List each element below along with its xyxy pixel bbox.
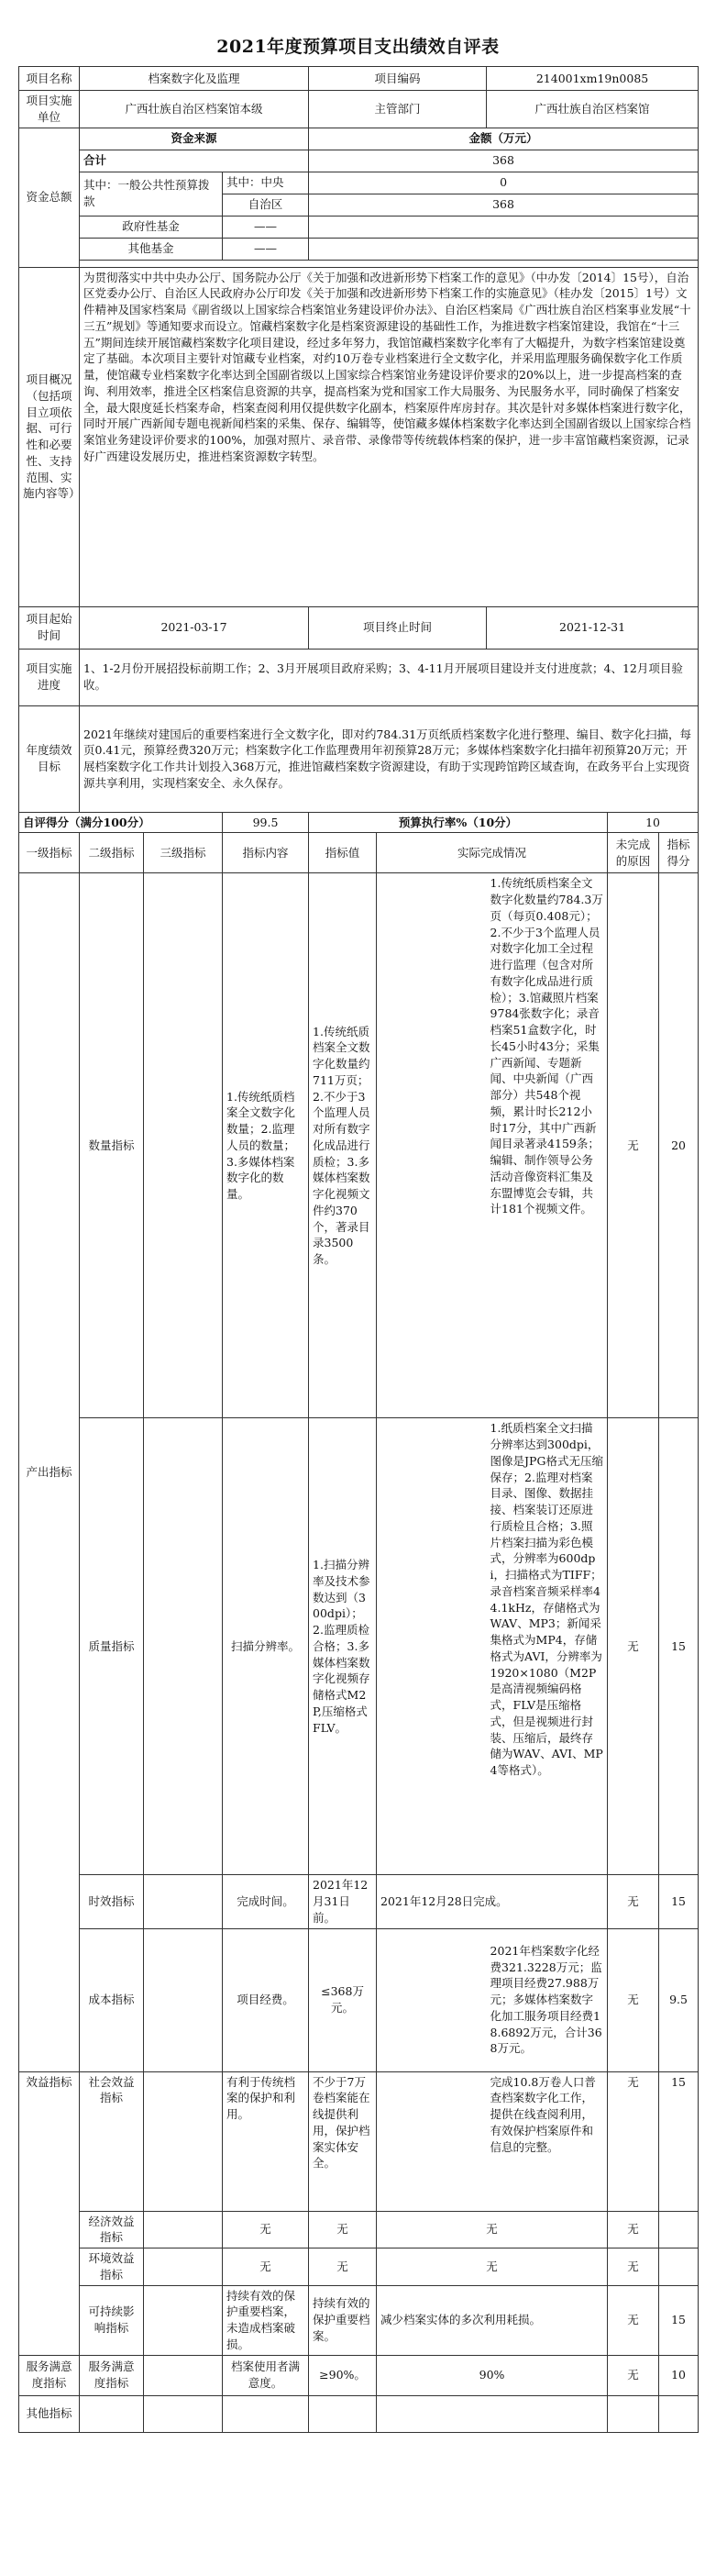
quality-label: 质量指标	[80, 1418, 144, 1875]
quantity-target: 1.传统纸质档案全文数字化数量约711万页；2.不少于3个监理人员对所有数字化成品进行质检；3.多媒体档案数字化视频文件约370个，著录目录3500条。	[309, 873, 377, 1418]
quantity-reason: 无	[608, 873, 659, 1418]
funds-gov-value: ——	[223, 216, 309, 238]
header-content: 指标内容	[223, 833, 309, 873]
overview-row	[19, 267, 699, 606]
project-code-label: 项目编码	[309, 67, 487, 91]
page-title: 2021年度预算项目支出绩效自评表	[216, 37, 500, 57]
funds-general-label: 其中：一般公共性预算拨款	[80, 172, 223, 216]
time-start: 2021-03-17	[80, 606, 309, 649]
exec-rate: 10	[608, 812, 699, 833]
indicator-row-environment	[19, 2248, 699, 2286]
quantity-level3	[144, 873, 223, 1418]
cost-label: 成本指标	[80, 1928, 144, 2071]
funds-other-value: ——	[223, 238, 309, 260]
funds-spacer-row	[19, 260, 699, 267]
project-code: 214001xm19n0085	[487, 67, 699, 91]
time-end-label: 项目终止时间	[309, 606, 487, 649]
social-label: 社会效益指标	[80, 2071, 144, 2211]
quantity-content: 1.传统纸质档案全文数字化数量；2.监理人员的数量；3.多媒体档案数字化的数量。	[223, 873, 309, 1418]
other-level2	[80, 2395, 144, 2432]
economic-content: 无	[223, 2211, 309, 2248]
funds-region-label: 自治区	[223, 194, 309, 216]
funds-spacer	[80, 260, 699, 267]
header-reason: 未完成的原因	[608, 833, 659, 873]
time-actual: 2021年12月28日完成。	[377, 1875, 608, 1928]
sustain-score: 15	[659, 2285, 699, 2355]
environment-label: 环境效益指标	[80, 2248, 144, 2286]
environment-level3	[144, 2248, 223, 2286]
project-name: 档案数字化及监理	[80, 67, 309, 91]
quality-content: 扫描分辨率。	[223, 1418, 309, 1875]
funds-header-row	[19, 128, 699, 150]
other-target	[309, 2395, 377, 2432]
economic-reason: 无	[608, 2211, 659, 2248]
quality-level3	[144, 1418, 223, 1875]
time-level3	[144, 1875, 223, 1928]
score-row	[19, 812, 699, 833]
goal-row	[19, 705, 699, 812]
satisfaction-indicator-label: 服务满意度指标	[19, 2355, 80, 2395]
time-reason: 无	[608, 1875, 659, 1928]
satisfaction-target: ≥90%。	[309, 2355, 377, 2395]
quantity-actual: 1.传统纸质档案全文数字化数量约784.3万页（每页0.408元）；2.不少于3个监理人员对数字化加工全过程进行监理（包含对所有数字化成品进行质检）；3.馆藏照片档案9784张数字化；录音档案51盒数字化，时长45小时43分；采集广西新闻、专题新闻、中央新闻（广西部分）共548个视频，累计时长212小时17分，其中广西新闻目录著录4159条；编辑、制作领导公务活动音像资料汇集及东盟博览会专辑，共计181个视频文件。	[487, 873, 608, 1418]
environment-target: 无	[309, 2248, 377, 2286]
header-level3: 三级指标	[144, 833, 223, 873]
project-unit: 广西壮族自治区档案馆本级	[80, 91, 309, 128]
goal-text: 2021年继续对建国后的重要档案进行全文数字化，即对约784.31万页纸质档案数字化进行整理、编目、数字化扫描，每页0.41元，预算经费320万元；档案数字化工作监理费用年初预算28万元；多媒体档案数字化扫描年初预算20万元；开展档案数字化工作共计划投入368万元，推进馆藏档案数字资源建设，有助于实现跨馆跨区域查询，在政务平台上实现资源共享利用，实现档案安全、永久保存。	[80, 705, 699, 812]
economic-label: 经济效益指标	[80, 2211, 144, 2248]
social-target: 不少于7万卷档案能在线提供利用，保护档案实体安全。	[309, 2071, 377, 2211]
progress-row	[19, 649, 699, 705]
header-score: 指标得分	[659, 833, 699, 873]
funds-amount-header: 金额（万元）	[309, 128, 699, 150]
time-end: 2021-12-31	[487, 606, 699, 649]
sustain-content: 持续有效的保护重要档案，未造成档案破损。	[223, 2285, 309, 2355]
sustain-level3	[144, 2285, 223, 2355]
output-indicator-label: 产出指标	[19, 873, 80, 2071]
benefit-indicator-label: 效益指标	[19, 2071, 80, 2355]
environment-score	[659, 2248, 699, 2286]
funds-total-row	[19, 150, 699, 172]
social-actual: 完成10.8万卷人口普查档案数字化工作，提供在线查阅利用，有效保护档案原件和信息的完整。	[487, 2071, 608, 2211]
social-content: 有利于传统档案的保护和利用。	[223, 2071, 309, 2211]
performance-table	[18, 66, 699, 2433]
cost-actual: 2021年档案数字化经费321.3228万元；监理项目经费27.988万元；多媒体档案数字化加工服务项目经费18.6892万元，合计368万元。	[487, 1928, 608, 2071]
satisfaction-label: 服务满意度指标	[80, 2355, 144, 2395]
quality-reason: 无	[608, 1418, 659, 1875]
cost-level3	[144, 1928, 223, 2071]
indicator-row-cost	[19, 1928, 699, 2071]
funds-other-blank	[309, 238, 699, 260]
header-actual: 实际完成情况	[377, 833, 608, 873]
other-score	[659, 2395, 699, 2432]
sustain-target: 持续有效的保护重要档案。	[309, 2285, 377, 2355]
other-actual	[377, 2395, 608, 2432]
quantity-actual-spacer	[377, 873, 487, 1418]
satisfaction-level3	[144, 2355, 223, 2395]
cost-target: ≤368万元。	[309, 1928, 377, 2071]
cost-reason: 无	[608, 1928, 659, 2071]
self-score-label: 自评得分（满分100分）	[19, 812, 223, 833]
quality-actual: 1.纸质档案全文扫描分辨率达到300dpi，图像是JPG格式无压缩保存；2.监理对档案目录、图像、数据挂接、档案装订还原进行质检且合格；3.照片档案扫描为彩色模式，分辨率为600dpi，扫描格式为TIFF；录音档案音频采样率44.1kHz，存储格式为WAV、MP3；新闻采集格式为MP4，存储格式为AVI，分辨率为1920×1080（M2P是高清视频编码格式，FLV是压缩格式，但是视频进行封装、压缩后，最终存储为WAV、AVI、MP4等格式）。	[487, 1418, 608, 1875]
environment-actual: 无	[377, 2248, 608, 2286]
time-target: 2021年12月31日前。	[309, 1875, 377, 1928]
project-name-label: 项目名称	[19, 67, 80, 91]
environment-reason: 无	[608, 2248, 659, 2286]
other-indicator-label: 其他指标	[19, 2395, 80, 2432]
other-reason	[608, 2395, 659, 2432]
progress-label: 项目实施进度	[19, 649, 80, 705]
project-name-row	[19, 67, 699, 91]
other-level3	[144, 2395, 223, 2432]
satisfaction-content: 档案使用者满意度。	[223, 2355, 309, 2395]
economic-level3	[144, 2211, 223, 2248]
sustain-reason: 无	[608, 2285, 659, 2355]
indicator-row-quality	[19, 1418, 699, 1875]
funds-central-row	[19, 172, 699, 194]
quality-actual-spacer	[377, 1418, 487, 1875]
project-unit-label: 项目实施单位	[19, 91, 80, 128]
indicator-row-economic	[19, 2211, 699, 2248]
indicator-row-satisfaction	[19, 2355, 699, 2395]
indicator-row-time	[19, 1875, 699, 1928]
funds-gov-row	[19, 216, 699, 238]
time-start-label: 项目起始时间	[19, 606, 80, 649]
exec-rate-label: 预算执行率%（10分）	[309, 812, 608, 833]
funds-gov-blank	[309, 216, 699, 238]
indicator-row-quantity	[19, 873, 699, 1418]
time-row	[19, 606, 699, 649]
indicator-header-row	[19, 833, 699, 873]
economic-score	[659, 2211, 699, 2248]
quality-target: 1.扫描分辨率及技术参数达到（300dpi）；2.监理质检合格；3.多媒体档案数字化视频存储格式M2P,压缩格式FLV。	[309, 1418, 377, 1875]
indicator-row-sustain	[19, 2285, 699, 2355]
project-dept-label: 主管部门	[309, 91, 487, 128]
other-content	[223, 2395, 309, 2432]
economic-target: 无	[309, 2211, 377, 2248]
quantity-label: 数量指标	[80, 873, 144, 1418]
funds-central-label: 其中：中央	[223, 172, 309, 194]
social-score: 15	[659, 2071, 699, 2211]
cost-score: 9.5	[659, 1928, 699, 2071]
funds-total-label: 合计	[80, 150, 309, 172]
header-target: 指标值	[309, 833, 377, 873]
time-content: 完成时间。	[223, 1875, 309, 1928]
indicator-row-other	[19, 2395, 699, 2432]
quality-score: 15	[659, 1418, 699, 1875]
satisfaction-actual: 90%	[377, 2355, 608, 2395]
header-level1: 一级指标	[19, 833, 80, 873]
sustain-label: 可持续影响指标	[80, 2285, 144, 2355]
project-dept: 广西壮族自治区档案馆	[487, 91, 699, 128]
overview-text: 为贯彻落实中共中央办公厅、国务院办公厅《关于加强和改进新形势下档案工作的意见》（中办发〔2014〕15号），自治区党委办公厅、自治区人民政府办公厅印发《关于加强和改进新形势下档案工作的实施意见》（桂办发〔2015〕1号）文件精神及国家档案局《副省级以上国家综合档案馆业务建设评价办法》、自治区档案局《广西壮族自治区档案事业发展“十三五”规划》等通知要求而设立。馆藏档案数字化是档案资源建设的基础性工作，为推进数字档案馆建设，我馆在“十三五”期间连续开展馆藏档案数字化项目建设，经过多年努力，我馆馆藏档案数字化率有了大幅提升，为数字档案馆建设奠定了基础。本次项目主要针对馆藏专业档案，对约10万卷专业档案进行全文数字化，并采用监理服务确保数字化工作质量，使馆藏专业档案数字化率达到全国副省级以上国家综合档案馆业务建设评价要求的20%以上，进一步提高档案的查询、利用效率，推进全区档案信息资源的共享，提高档案为党和国家工作大局服务、为民服务水平，同时确保了档案安全，最大限度延长档案寿命，档案查阅利用仅提供数字化副本，档案原件库房封存。其次是针对多媒体档案进行数字化，同时开展广西新闻专题电视新闻档案的采集、保存、编辑等，使馆藏多媒体档案数字化率达到全国副省级以上国家综合档案馆业务建设评价要求的100%，加强对照片、录音带、录像带等传统载体档案的保护，进一步丰富馆藏档案资源，记录好广西建设发展历史，推进档案资源数字转型。	[80, 267, 699, 606]
indicator-row-social	[19, 2071, 699, 2211]
social-reason: 无	[608, 2071, 659, 2211]
satisfaction-score: 10	[659, 2355, 699, 2395]
time-score: 15	[659, 1875, 699, 1928]
sustain-actual: 减少档案实体的多次利用耗损。	[377, 2285, 608, 2355]
satisfaction-reason: 无	[608, 2355, 659, 2395]
funds-other-row	[19, 238, 699, 260]
progress-text: 1、1-2月份开展招投标前期工作；2、3月开展项目政府采购；3、4-11月开展项目建设并支付进度款；4、12月项目验收。	[80, 649, 699, 705]
overview-label: 项目概况（包括项目立项依据、可行性和必要性、支持范围、实施内容等）	[19, 267, 80, 606]
social-actual-spacer	[377, 2071, 487, 2211]
cost-content: 项目经费。	[223, 1928, 309, 2071]
funds-section-label: 资金总额	[19, 128, 80, 267]
environment-content: 无	[223, 2248, 309, 2286]
header-level2: 二级指标	[80, 833, 144, 873]
funds-gov-label: 政府性基金	[80, 216, 223, 238]
goal-label: 年度绩效目标	[19, 705, 80, 812]
funds-region: 368	[309, 194, 699, 216]
economic-actual: 无	[377, 2211, 608, 2248]
self-score: 99.5	[223, 812, 309, 833]
funds-other-label: 其他基金	[80, 238, 223, 260]
funds-total: 368	[309, 150, 699, 172]
time-indicator-label: 时效指标	[80, 1875, 144, 1928]
cost-actual-spacer	[377, 1928, 487, 2071]
quantity-score: 20	[659, 873, 699, 1418]
funds-central: 0	[309, 172, 699, 194]
project-unit-row	[19, 91, 699, 128]
social-level3	[144, 2071, 223, 2211]
funds-source-header: 资金来源	[80, 128, 309, 150]
